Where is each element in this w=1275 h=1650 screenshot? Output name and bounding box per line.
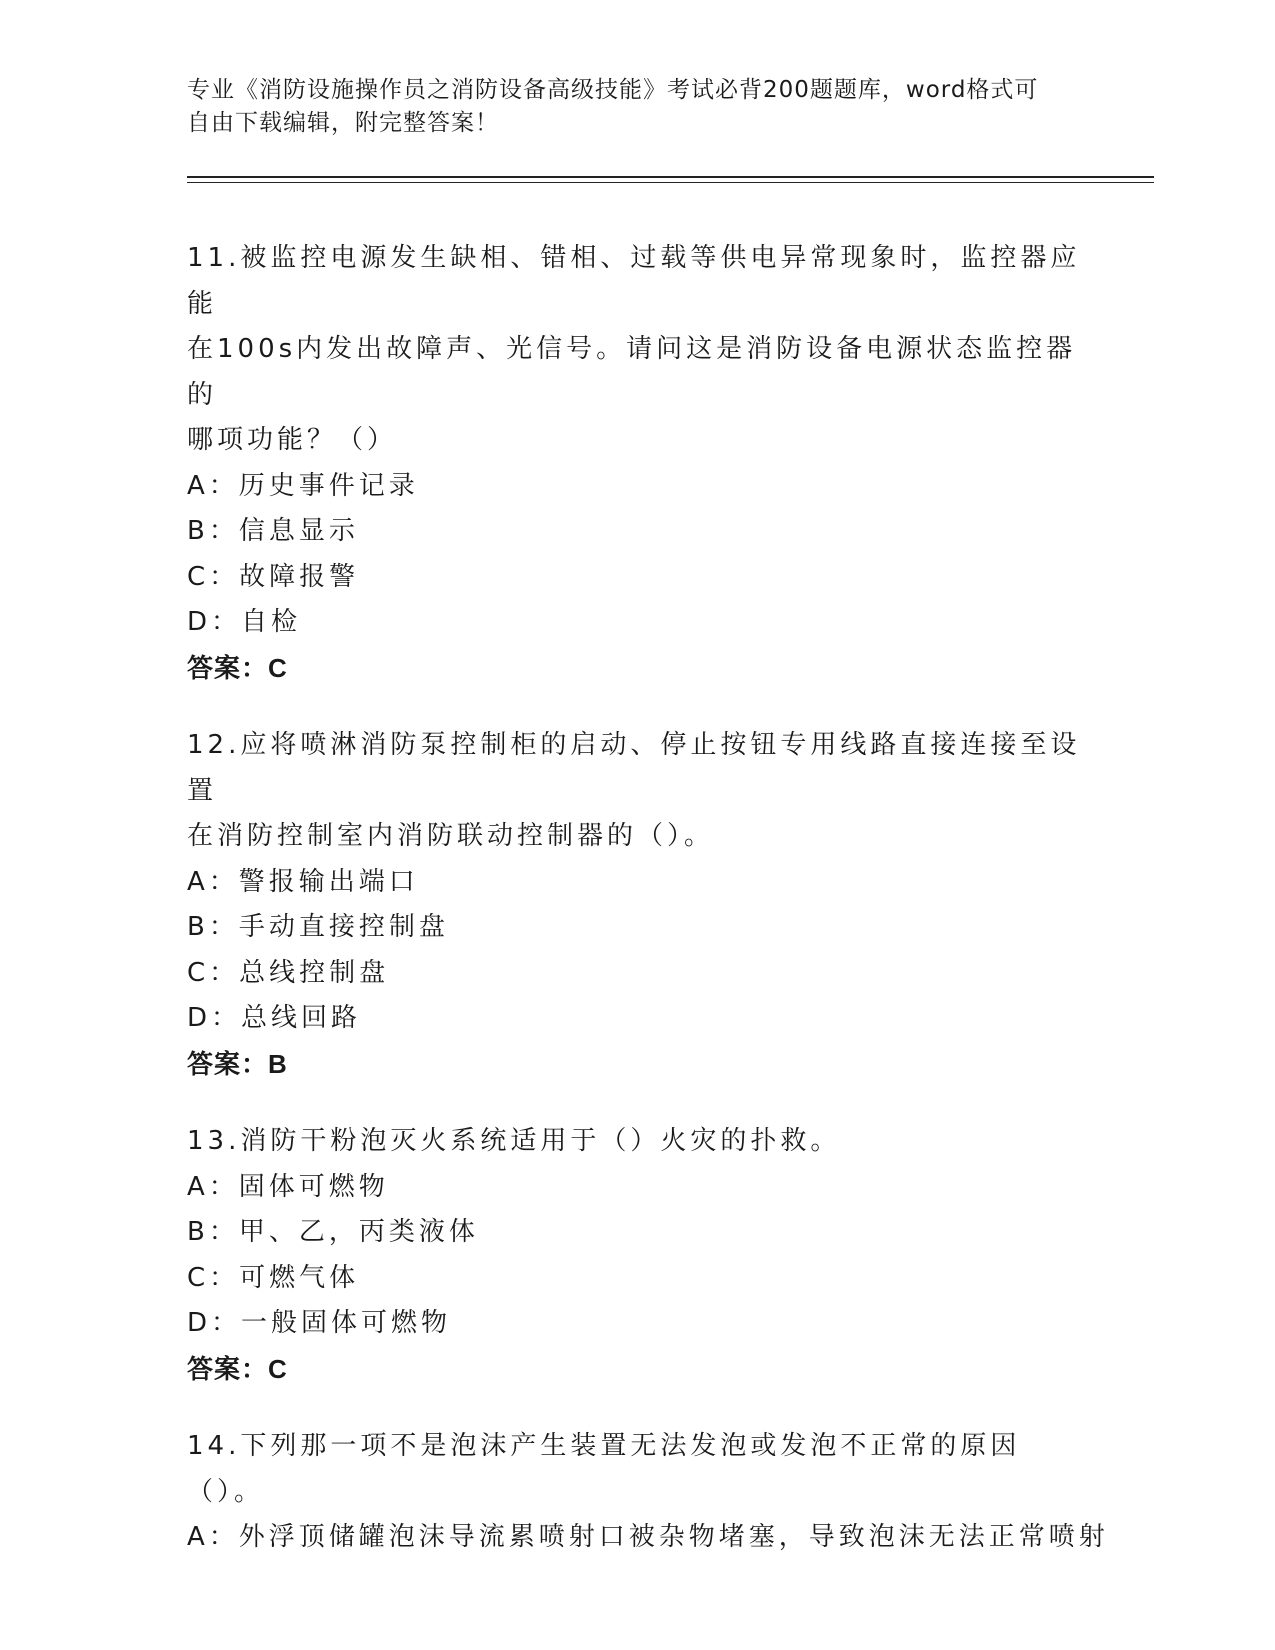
header-divider-bottom (187, 182, 1154, 183)
option-d: D：一般固体可燃物 (187, 1308, 452, 1338)
answer-label: 答案：B (187, 1048, 288, 1079)
option-a: A：固体可燃物 (187, 1171, 389, 1202)
option-a: A：外浮顶储罐泡沫导流累喷射口被杂物堵塞，导致泡沫无法正常喷射 (187, 1522, 1109, 1552)
option-c: C：故障报警 (187, 561, 360, 592)
question-text-line: 哪项功能？（） (187, 425, 398, 455)
header-divider-top (187, 176, 1154, 178)
option-c: C：总线控制盘 (187, 957, 390, 988)
question-list (187, 236, 1109, 1593)
question-text-line: 11.被监控电源发生缺相、错相、过载等供电异常现象时，监控器应能 (187, 243, 1081, 319)
header-line-2: 自由下载编辑，附完整答案！ (187, 110, 499, 136)
option-d: D：总线回路 (187, 1003, 362, 1033)
option-d: D：自检 (187, 607, 302, 637)
header-line-1: 专业《消防设施操作员之消防设备高级技能》考试必背200题题库，word格式可 (187, 77, 1039, 103)
question-14 (187, 1424, 1109, 1561)
question-11 (187, 236, 1087, 691)
question-13 (187, 1119, 1087, 1392)
question-text-line: 12.应将喷淋消防泵控制柜的启动、停止按钮专用线路直接连接至设置 (187, 730, 1081, 806)
option-a: A：警报输出端口 (187, 866, 419, 897)
question-text-line: 在消防控制室内消防联动控制器的（）。 (187, 821, 715, 851)
answer-label: 答案：C (187, 652, 288, 683)
option-b: B：甲、乙，丙类液体 (187, 1217, 479, 1247)
question-text-line: 14.下列那一项不是泡沫产生装置无法发泡或发泡不正常的原因（）。 (187, 1431, 1021, 1507)
question-12 (187, 723, 1087, 1087)
answer-label: 答案：C (187, 1353, 288, 1384)
option-a: A：历史事件记录 (187, 470, 419, 501)
option-b: B：信息显示 (187, 516, 359, 546)
option-c: C：可燃气体 (187, 1262, 360, 1293)
option-b: B：手动直接控制盘 (187, 912, 449, 942)
question-text-line: 在100s内发出故障声、光信号。请问这是消防设备电源状态监控器的 (187, 334, 1077, 410)
question-text-line: 13.消防干粉泡灭火系统适用于（）火灾的扑救。 (187, 1126, 841, 1156)
document-header (187, 74, 1067, 140)
